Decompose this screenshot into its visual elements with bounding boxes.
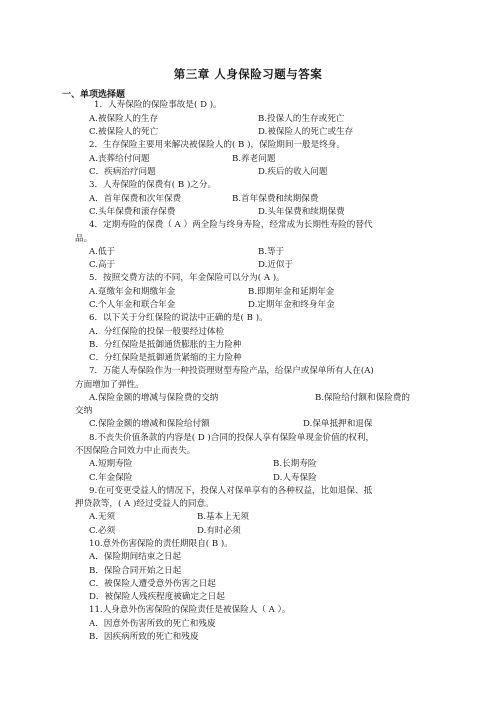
text-line: [89, 418, 210, 430]
option-text: D.定期年金和终身年金: [248, 300, 335, 310]
line-text: 4．定期寿险的保费（ A ）两全险与终身寿险，经常成为长期性寿险的替代: [89, 220, 373, 230]
text-line: [89, 286, 175, 298]
option-text: D.头年保费和续期保费: [258, 207, 345, 217]
text-line: [89, 113, 158, 125]
text-line: [75, 233, 92, 245]
option-text: D.保单抵押和退保: [303, 419, 373, 429]
text-line: [75, 445, 195, 457]
text-line: [75, 405, 92, 417]
text-line: [89, 299, 175, 311]
text-line: [89, 139, 345, 151]
line-text: C.高于: [89, 260, 116, 270]
text-line: [89, 219, 373, 231]
text-line: [89, 246, 115, 258]
text-line: [89, 326, 224, 338]
line-text: 7．万能人寿保险作为一种投资理财型寿险产品，给保户或保单所有人在(A): [89, 366, 374, 376]
text-line: [89, 392, 218, 404]
text-line: [89, 312, 268, 324]
line-text: A.短期寿险: [89, 459, 133, 469]
option-text: B.首年保费和续期保费: [232, 194, 319, 204]
line-text: 10.意外伤害保险的责任期限自( B )。: [89, 539, 233, 549]
line-text: C．分红保险是抵御通货紧缩的主力险种: [89, 353, 242, 363]
option-text: D.被保险人的死亡或生存: [258, 127, 354, 137]
line-text: B．分红保险是抵御通货膨胀的主力险种: [89, 340, 242, 350]
line-text: A．保险期间结束之日起: [89, 552, 182, 562]
text-line: [89, 193, 181, 205]
text-line: [89, 511, 115, 523]
text-line: [89, 259, 115, 271]
option-text: B.基本上无须: [197, 512, 250, 522]
text-line: [89, 272, 285, 284]
line-text: 2．生存保险主要用来解决被保险人的( B )，保险期间一般是终身。: [89, 140, 345, 150]
line-text: A.丧葬给付问题: [89, 154, 150, 164]
section-heading: 一、单项选择题: [62, 90, 126, 100]
option-text: B.即期年金和延期年金: [248, 287, 335, 297]
option-text: D.有时必须: [197, 526, 241, 536]
option-text: B.长期寿险: [273, 459, 317, 469]
option-text: B.等于: [258, 247, 285, 257]
line-text: C.被保险人的死亡: [89, 127, 159, 137]
text-line: [89, 352, 242, 364]
line-text: A.保险金额的增减与保险费的交纳: [89, 393, 219, 403]
option-text: B.投保人的生存或死亡: [258, 114, 345, 124]
line-text: 11.人身意外伤害保险的保险责任是被保险人（ A ）。: [89, 605, 291, 615]
page-title: 第三章 人身保险习题与答案: [173, 67, 323, 81]
text-line: [89, 618, 216, 630]
text-line: [89, 166, 156, 178]
line-text: A．首年保费和次年保费: [89, 194, 182, 204]
text-line: [89, 604, 291, 616]
text-line: [89, 432, 374, 444]
line-text: B．保险合同开始之日起: [89, 566, 182, 576]
text-line: [89, 458, 132, 470]
text-line: [89, 538, 233, 550]
line-text: C．被保险人遭受意外伤害之日起: [89, 579, 216, 589]
line-text: A．因意外伤害所致的死亡和残废: [89, 619, 216, 629]
line-text: 8.不丧失价值条款的内容是( D )合同的投保人享有保险单现金价值的权利，: [89, 433, 375, 443]
text-line: [89, 179, 216, 191]
text-line: [89, 591, 225, 603]
text-line: [89, 153, 150, 165]
text-line: [89, 565, 181, 577]
text-line: [89, 551, 181, 563]
line-text: 6．以下关于分红保险的说法中正确的是( B )。: [89, 313, 268, 323]
line-text: 3．人寿保险的保费有( B )之分。: [89, 180, 217, 190]
line-text: 品。: [75, 234, 93, 244]
line-text: 方面增加了弹性。: [75, 380, 144, 390]
text-line: [89, 485, 372, 497]
line-text: A．分红保险的投保一般要经过体检: [89, 327, 225, 337]
option-text: D.疾后的收入问题: [258, 167, 328, 177]
line-text: 不因保险合同效力中止而丧失。: [75, 446, 196, 456]
line-text: C.保险金额的增减和保险给付额: [89, 419, 210, 429]
line-text: C.年金保险: [89, 473, 133, 483]
text-line: [89, 206, 175, 218]
text-line: [75, 379, 144, 391]
line-text: 5．按照交费方法的不同，年金保险可以分为( A )。: [89, 273, 285, 283]
line-text: B．因疾病所致的死亡和残废: [89, 632, 199, 642]
text-line: [89, 472, 132, 484]
line-text: D．被保险人残疾程度被确定之日起: [89, 592, 225, 602]
line-text: A.趸缴年金和期缴年金: [89, 287, 176, 297]
text-line: [89, 339, 241, 351]
text-line: [89, 578, 216, 590]
text-line: [89, 525, 115, 537]
text-line: [89, 126, 158, 138]
text-line: [89, 631, 198, 643]
option-text: B.保险给付额和保险费的: [315, 393, 410, 403]
line-text: C．疾病治疗问题: [89, 167, 156, 177]
option-text: B.养老问题: [232, 154, 276, 164]
line-text: C.必须: [89, 526, 116, 536]
text-line: [94, 99, 222, 111]
option-text: D.近似于: [258, 260, 294, 270]
text-line: [75, 498, 214, 510]
line-text: A.无须: [89, 512, 116, 522]
line-text: A.低于: [89, 247, 116, 257]
text-line: [89, 365, 374, 377]
option-text: D.人寿保险: [273, 473, 317, 483]
line-text: C.头年保费和滚存保费: [89, 207, 176, 217]
line-text: 1．人寿保险的保险事故是( D )。: [94, 100, 222, 110]
line-text: A.被保险人的生存: [89, 114, 159, 124]
line-text: 押贷款等，( A )经过受益人的同意。: [75, 499, 214, 509]
line-text: C.个人年金和联合年金: [89, 300, 176, 310]
line-text: 交纳: [75, 406, 93, 416]
line-text: 9.在可变更受益人的情况下，投保人对保单享有的各种权益，比如退保、抵: [89, 486, 373, 496]
